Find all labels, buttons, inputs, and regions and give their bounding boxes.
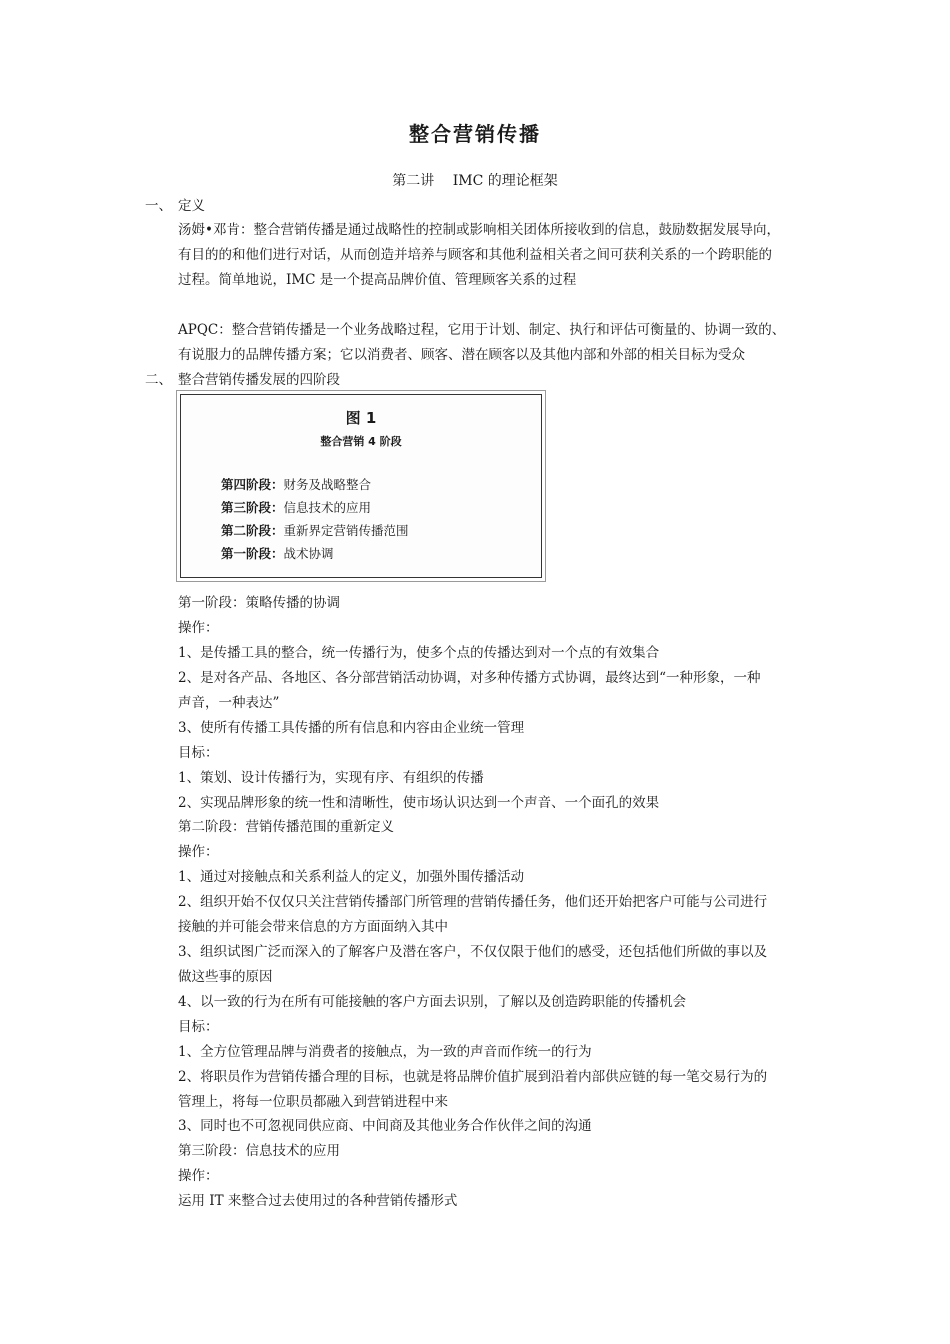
body-line: 第一阶段：策略传播的协调 <box>178 595 340 611</box>
body-line: 1、通过对接触点和关系利益人的定义，加强外围传播活动 <box>178 869 525 885</box>
apqc-definition-line: 有说服力的品牌传播方案；它以消费者、顾客、潜在顾客以及其他内部和外部的相关目标为受众 <box>178 347 745 363</box>
figure-row <box>221 521 409 539</box>
figure-stage-label: 第三阶段： <box>221 500 284 515</box>
figure-stage-label: 第一阶段： <box>221 546 284 561</box>
figure-stage-desc: 信息技术的应用 <box>283 500 372 515</box>
figure-stage-label: 第二阶段： <box>221 523 284 538</box>
figure-stage-desc: 战术协调 <box>283 546 334 561</box>
definition-line: 汤姆•邓肯：整合营销传播是通过战略性的控制或影响相关团体所接收到的信息，鼓励数据发展导向， <box>178 222 780 238</box>
body-line: 目标： <box>178 1019 219 1035</box>
body-line: 4、以一致的行为在所有可能接触的客户方面去识别，了解以及创造跨职能的传播机会 <box>178 994 687 1010</box>
figure-stage-label: 第四阶段： <box>221 477 284 492</box>
body-line: 1、策划、设计传播行为，实现有序、有组织的传播 <box>178 770 484 786</box>
body-line: 目标： <box>178 745 219 761</box>
figure-stage-desc: 重新界定营销传播范围 <box>283 523 409 538</box>
section-heading: 定义 <box>178 198 205 214</box>
body-line: 1、全方位管理品牌与消费者的接触点，为一致的声音而作统一的行为 <box>178 1044 592 1060</box>
document-title: 整合营销传播 <box>409 122 541 146</box>
body-line: 运用 IT 来整合过去使用过的各种营销传播形式 <box>178 1193 458 1209</box>
body-line: 操作： <box>178 620 219 636</box>
body-line: 操作： <box>178 1168 219 1184</box>
body-line: 2、是对各产品、各地区、各分部营销活动协调，对多种传播方式协调，最终达到“一种形象，一种 <box>178 670 761 686</box>
body-line: 管理上，将每一位职员都融入到营销进程中来 <box>178 1094 448 1110</box>
definition-line: 有目的的和他们进行对话，从而创造并培养与顾客和其他利益相关者之间可获利关系的一个跨职能的 <box>178 247 772 263</box>
figure-subtitle: 整合营销 4 阶段 <box>320 435 402 448</box>
section-number: 一、 <box>145 198 172 214</box>
section-number: 二、 <box>145 372 172 388</box>
figure-row <box>221 498 371 516</box>
figure-row <box>221 544 334 562</box>
body-line: 声音，一种表达” <box>178 695 280 711</box>
figure-four-stages <box>176 390 546 582</box>
figure-stage-desc: 财务及战略整合 <box>283 477 372 492</box>
body-line: 2、实现品牌形象的统一性和清晰性，使市场认识达到一个声音、一个面孔的效果 <box>178 795 660 811</box>
body-line: 2、组织开始不仅仅只关注营销传播部门所管理的营销传播任务，他们还开始把客户可能与公司进行 <box>178 894 768 910</box>
body-line: 3、同时也不可忽视同供应商、中间商及其他业务合作伙伴之间的沟通 <box>178 1118 592 1134</box>
figure-row <box>221 475 371 493</box>
body-line: 2、将职员作为营销传播合理的目标，也就是将品牌价值扩展到沿着内部供应链的每一笔交易行为的 <box>178 1069 768 1085</box>
lecture-subtitle: 第二讲 IMC 的理论框架 <box>392 173 558 189</box>
body-line: 操作： <box>178 844 219 860</box>
body-line: 1、是传播工具的整合，统一传播行为，使多个点的传播达到对一个点的有效集合 <box>178 645 660 661</box>
body-line: 第二阶段：营销传播范围的重新定义 <box>178 819 394 835</box>
figure-frame <box>180 394 542 578</box>
body-line: 接触的并可能会带来信息的方方面面纳入其中 <box>178 919 448 935</box>
body-line: 3、组织试图广泛而深入的了解客户及潜在客户，不仅仅限于他们的感受，还包括他们所做的事以及 <box>178 944 768 960</box>
section-heading: 整合营销传播发展的四阶段 <box>178 372 340 388</box>
definition-line: 过程。简单地说，IMC 是一个提高品牌价值、管理顾客关系的过程 <box>178 272 577 288</box>
body-line: 3、使所有传播工具传播的所有信息和内容由企业统一管理 <box>178 720 525 736</box>
apqc-definition-line: APQC：整合营销传播是一个业务战略过程，它用于计划、制定、执行和评估可衡量的、协调一致的、 <box>178 322 786 338</box>
body-line: 第三阶段：信息技术的应用 <box>178 1143 340 1159</box>
figure-title: 图 1 <box>345 409 377 427</box>
body-line: 做这些事的原因 <box>178 969 273 985</box>
